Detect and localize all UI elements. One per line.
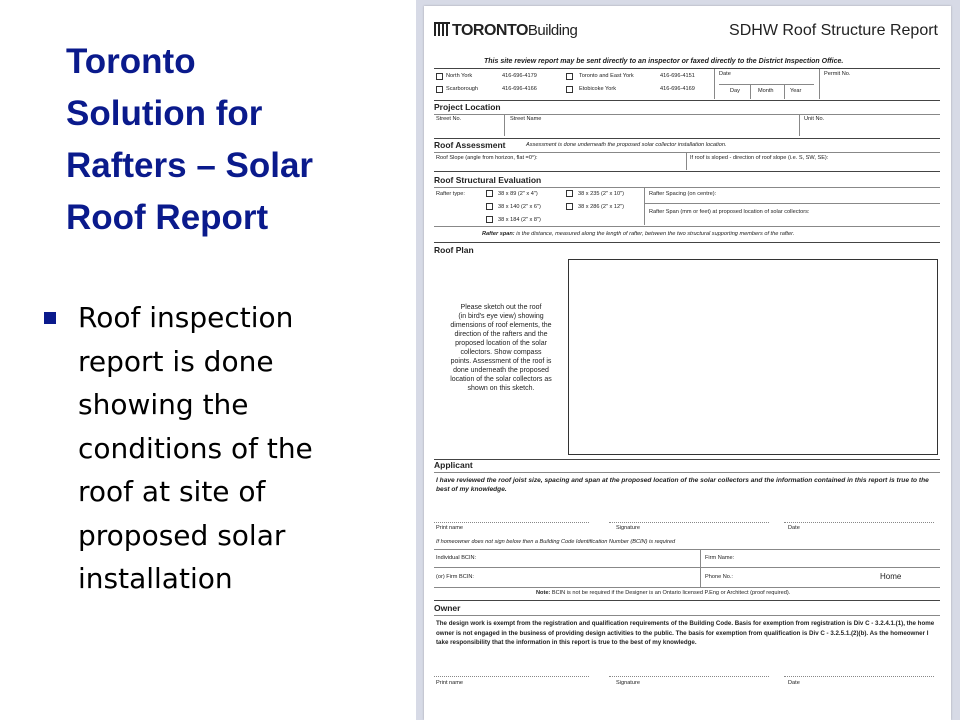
divider xyxy=(434,171,940,172)
office-phone: 416-696-4179 xyxy=(502,73,537,79)
date-label: Date xyxy=(788,680,800,686)
rafter-size: 38 x 235 (2" x 10") xyxy=(578,191,624,197)
divider xyxy=(819,69,820,99)
sketch-area xyxy=(568,259,938,455)
rafter-type-label: Rafter type: xyxy=(436,191,465,197)
divider xyxy=(434,459,940,460)
print-name-label: Print name xyxy=(436,680,464,686)
office-phone: 416-696-4151 xyxy=(660,73,695,79)
footnote-text: BCIN is not be required if the Designer is an Ontario licensed P.Eng or Architect (proof required). xyxy=(551,590,791,596)
logo-suffix: Building xyxy=(527,22,578,39)
divider xyxy=(434,138,940,139)
divider xyxy=(714,69,715,99)
office-name: Etobicoke York xyxy=(579,86,617,92)
toronto-building-logo xyxy=(434,22,577,40)
print-name-label: Print name xyxy=(436,525,464,531)
divider xyxy=(784,676,934,677)
phone-handwritten: Home xyxy=(880,572,902,581)
divider xyxy=(434,522,589,523)
firm-name-label: Firm Name: xyxy=(705,555,735,561)
applicant-statement: I have reviewed the roof joist size, spacing and span at the proposed location of the solar collectors and the information contained in this report is true to the best of my knowledge. xyxy=(436,477,929,493)
rafter-size: 38 x 140 (2" x 6") xyxy=(498,204,541,210)
project-location-heading: Project Location xyxy=(434,102,501,112)
assessment-note: Assessment is done underneath the proposed solar collector installation location. xyxy=(526,142,727,148)
rafter-size: 38 x 89 (2" x 4") xyxy=(498,191,538,197)
divider xyxy=(609,676,769,677)
date-label: Date xyxy=(788,525,800,531)
building-icon xyxy=(434,22,450,36)
divider xyxy=(434,472,940,473)
date-label: Date xyxy=(719,71,731,77)
divider xyxy=(434,152,940,153)
span-note xyxy=(482,231,794,238)
divider xyxy=(434,567,940,568)
divider xyxy=(784,522,934,523)
divider xyxy=(434,187,940,188)
divider xyxy=(434,587,940,588)
divider xyxy=(434,676,589,677)
divider xyxy=(686,152,687,170)
field-label: Street Name xyxy=(510,116,542,122)
bullet-item: Roof inspection report is done showing the conditions of the roof at site of proposed solar installation xyxy=(78,301,313,595)
divider xyxy=(750,84,751,99)
footnote-term: Note: xyxy=(536,590,551,596)
spacing-label: Rafter Spacing (on centre): xyxy=(649,191,717,197)
span-note-text: is the distance, measured along the length of rafter, between the two structural supporting members of the rafter. xyxy=(516,231,795,237)
checkbox xyxy=(486,216,493,223)
structural-heading: Roof Structural Evaluation xyxy=(434,175,542,185)
signature-label: Signature xyxy=(616,680,640,686)
phone-label: Phone No.: xyxy=(705,574,733,580)
text-panel xyxy=(0,0,416,720)
checkbox xyxy=(486,203,493,210)
signature-label: Signature xyxy=(616,525,640,531)
bcin-note: If homeowner does not sign below then a Building Code Identification Number (BCIN) is required xyxy=(436,539,676,545)
applicant-heading: Applicant xyxy=(434,460,473,470)
checkbox xyxy=(566,73,573,80)
divider xyxy=(609,522,769,523)
office-name: North York xyxy=(446,73,473,79)
roof-assessment-heading: Roof Assessment xyxy=(434,140,506,150)
owner-statement: The design work is exempt from the registration and qualification requirements of the Building Code. Basis for exemption from registration is Div C - 3.2.4.1.(1), the home owner is not engaged in the business of providing design activities to the public. The basis for exemption from qualification is Div C - 3.2.5.1.(2)(b). As the homeowner I take responsibility that the information in this report is true to the best of my knowledge. xyxy=(436,620,935,647)
divider xyxy=(434,242,940,243)
divider xyxy=(784,84,785,99)
checkbox xyxy=(436,73,443,80)
rafter-size: 38 x 184 (2" x 8") xyxy=(498,217,541,223)
rafter-size: 38 x 286 (2" x 12") xyxy=(578,204,624,210)
date-year: Year xyxy=(790,88,802,94)
divider xyxy=(434,68,940,69)
document-header xyxy=(434,20,944,46)
office-phone: 416-696-4169 xyxy=(660,86,695,92)
divider xyxy=(644,187,645,225)
divider xyxy=(434,549,940,550)
checkbox xyxy=(566,86,573,93)
sketch-instructions: Please sketch out the roof (in bird's eye view) showing dimensions of roof elements, the direction of the rafters and the proposed location of the solar collectors. Show compass points. Assessment of the roof is done underneath the proposed location of the solar collectors as shown on this sketch. xyxy=(450,304,552,392)
permit-label: Permit No. xyxy=(824,71,851,77)
owner-heading: Owner xyxy=(434,603,461,613)
divider xyxy=(434,615,940,616)
roof-plan-heading: Roof Plan xyxy=(434,245,474,255)
divider xyxy=(434,226,940,227)
date-month: Month xyxy=(758,88,774,94)
office-phone: 416-696-4166 xyxy=(502,86,537,92)
slope-label: Roof Slope (angle from horizon, flat =0°): xyxy=(436,155,538,161)
document-title: SDHW Roof Structure Report xyxy=(729,22,938,39)
divider xyxy=(434,600,940,601)
individual-bcin-label: Individual BCIN: xyxy=(436,555,477,561)
office-name: Scarborough xyxy=(446,86,479,92)
span-note-term: Rafter span: xyxy=(482,231,515,237)
checkbox xyxy=(486,190,493,197)
office-name: Toronto and East York xyxy=(579,73,634,79)
divider xyxy=(434,114,940,115)
direction-label: If roof is sloped - direction of roof slope (i.e. S, SW, SE): xyxy=(690,155,829,161)
bcin-footnote xyxy=(536,590,790,597)
intro-text: This site review report may be sent directly to an inspector or faxed directly to the District Inspection Office. xyxy=(484,58,844,65)
roof-report-document xyxy=(424,6,951,720)
logo-prefix: TORONTO xyxy=(452,22,528,39)
divider xyxy=(700,549,701,587)
divider xyxy=(434,100,940,101)
field-label: Unit No. xyxy=(804,116,825,122)
slide-title: Toronto Solution for Rafters – Solar Roof Report xyxy=(66,42,314,237)
field-label: Street No. xyxy=(436,116,462,122)
span-label: Rafter Span (mm or feet) at proposed location of solar collectors: xyxy=(649,209,810,215)
checkbox xyxy=(566,203,573,210)
divider xyxy=(799,114,800,136)
divider xyxy=(644,203,940,204)
checkbox xyxy=(566,190,573,197)
date-day: Day xyxy=(730,88,740,94)
firm-bcin-label: (or) Firm BCIN: xyxy=(436,574,474,580)
divider xyxy=(719,84,814,85)
square-bullet-icon xyxy=(44,312,56,324)
divider xyxy=(504,114,505,136)
checkbox xyxy=(436,86,443,93)
